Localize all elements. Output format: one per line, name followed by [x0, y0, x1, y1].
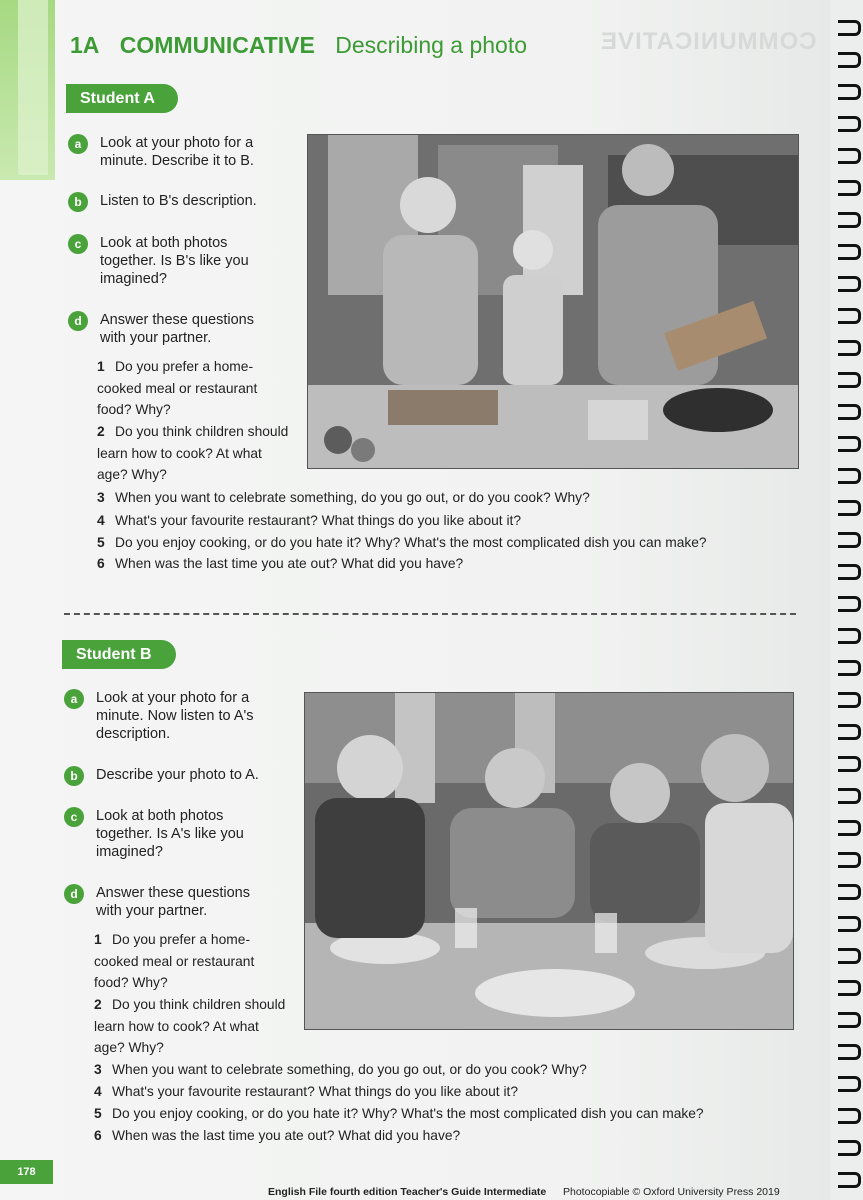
step-badge: a: [68, 134, 88, 154]
student-a-step-d: [68, 311, 278, 347]
cut-line: [64, 613, 796, 615]
step-text: Describe your photo to A.: [96, 767, 259, 783]
student-b-question-5: 5 Do you enjoy cooking, or do you hate it? Why? What's the most complicated dish you can make?: [94, 1106, 704, 1121]
student-a-step-a: [68, 134, 288, 170]
step-badge: c: [68, 234, 88, 254]
student-b-step-b: [64, 766, 289, 786]
student-b-question-3: 3 When you want to celebrate something, do you go out, or do you cook? Why?: [94, 1062, 587, 1077]
student-b-question-4: 4 What's your favourite restaurant? What things do you like about it?: [94, 1084, 519, 1099]
lesson-code: 1A: [70, 32, 100, 58]
page-number: 178: [0, 1160, 53, 1184]
student-a-step-c: [68, 234, 278, 288]
step-text: Look at your photo for a minute. Now listen to A's description.: [96, 690, 254, 742]
step-badge: d: [64, 884, 84, 904]
student-a-question-5: 5 Do you enjoy cooking, or do you hate it? Why? What's the most complicated dish you can make?: [97, 535, 707, 550]
corner-decoration-light: [18, 0, 48, 175]
student-a-label: Student A: [66, 84, 178, 113]
kitchen-family-photo: [307, 134, 799, 469]
copyright-notice: Photocopiable © Oxford University Press 2019: [563, 1186, 780, 1198]
student-b-question-6: 6 When was the last time you ate out? What did you have?: [94, 1128, 461, 1143]
step-badge: c: [64, 807, 84, 827]
student-b-label: Student B: [62, 640, 176, 669]
book-title: English File fourth edition Teacher's Guide Intermediate: [268, 1186, 547, 1198]
step-badge: d: [68, 311, 88, 331]
lesson-kind: COMMUNICATIVE: [119, 32, 315, 58]
page-title: [70, 32, 527, 59]
student-b-question-1: 1 Do you prefer a home-cooked meal or restaurant food? Why?: [94, 932, 255, 990]
step-text: Listen to B's description.: [100, 193, 257, 209]
restaurant-photo-illustration: [305, 693, 793, 1029]
step-text: Look at both photos together. Is B's like you imagined?: [100, 235, 249, 287]
step-badge: b: [64, 766, 84, 786]
step-text: Answer these questions with your partner.: [100, 312, 254, 346]
step-text: Look at your photo for a minute. Describe it to B.: [100, 135, 254, 169]
student-a-step-b: [68, 192, 288, 212]
student-a-question-6: 6 When was the last time you ate out? What did you have?: [97, 556, 464, 571]
student-a-question-4: 4 What's your favourite restaurant? What things do you like about it?: [97, 513, 522, 528]
student-b-question-2: 2 Do you think children should learn how to cook? At what age? Why?: [94, 997, 286, 1055]
student-a-question-3: 3 When you want to celebrate something, do you go out, or do you cook? Why?: [97, 490, 590, 505]
restaurant-family-photo: [304, 692, 794, 1030]
step-badge: a: [64, 689, 84, 709]
student-b-step-d: [64, 884, 269, 920]
show-through-text: COMMUNICATIVE: [600, 28, 817, 55]
student-b-step-c: [64, 807, 269, 861]
student-b-step-a: [64, 689, 289, 743]
student-a-question-2: 2 Do you think children should learn how to cook? At what age? Why?: [97, 424, 289, 482]
step-badge: b: [68, 192, 88, 212]
kitchen-photo-illustration: [308, 135, 798, 468]
student-a-question-1: 1 Do you prefer a home-cooked meal or restaurant food? Why?: [97, 359, 258, 417]
step-text: Answer these questions with your partner.: [96, 885, 250, 919]
step-text: Look at both photos together. Is A's like you imagined?: [96, 808, 244, 860]
lesson-topic: Describing a photo: [335, 32, 528, 58]
